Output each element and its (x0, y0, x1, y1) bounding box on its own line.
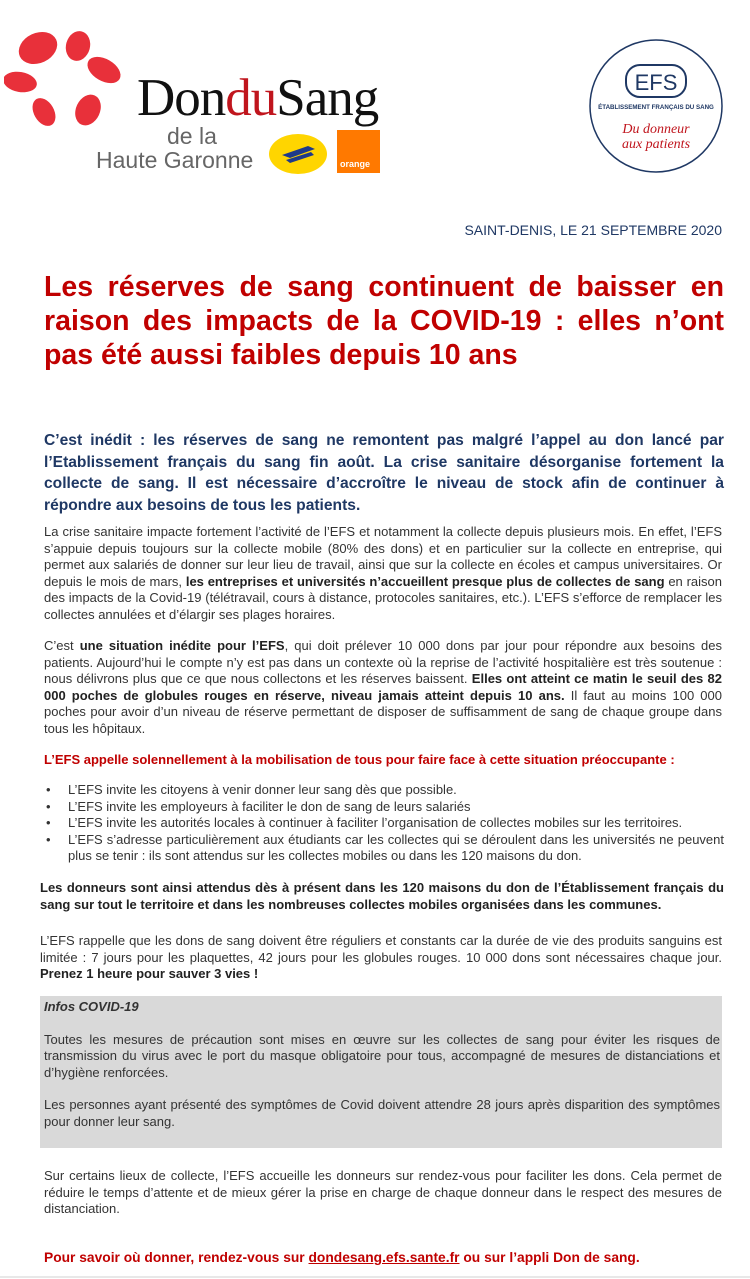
list-item: • L’EFS invite les citoyens à venir donner leur sang dès que possible. (44, 782, 724, 799)
press-release-title: Les réserves de sang continuent de baisser en raison des impacts de la COVID-19 : elles n’ont pas été aussi faibles depuis 10 ans (44, 271, 724, 371)
brand-subtitle-line2: Haute Garonne (96, 147, 254, 173)
list-item: • L’EFS s’adresse particulièrement aux étudiants car les collectes qui se déroulent dans les universités ne peuvent plus se tenir : ils sont attendus sur les collectes mobiles ou dans les 120 maisons du don. (44, 832, 724, 865)
lede-paragraph: C’est inédit : les réserves de sang ne remontent pas malgré l’appel au don lancé par l’Etablissement français du sang fin août. La crise sanitaire désorganise fortement la collecte de sang. Il est nécessaire d’accroître le niveau de stock afin de continuer à répondre aux besoins de tous les patients. (44, 432, 724, 514)
covid-box-title: Infos COVID-19 (44, 999, 139, 1014)
don-du-sang-drops-logo (4, 30, 132, 130)
efs-slogan-line1: Du donneur (622, 122, 690, 137)
covid-paragraph-1: Toutes les mesures de précaution sont mises en œuvre sur les collectes de sang pour éviter les risques de transmission du virus avec le port du masque obligatoire pour tous, accompagné de mesures de distanciations et d’hygiène renforcées. (44, 1031, 720, 1080)
dateline: SAINT-DENIS, LE 21 SEPTEMBRE 2020 (464, 222, 722, 238)
covid-info-box (40, 996, 722, 1148)
list-item: • L’EFS invite les autorités locales à continuer à faciliter l’organisation de collectes mobiles sur les territoires. (44, 815, 724, 832)
dondesang-link[interactable]: dondesang.efs.sante.fr (308, 1250, 460, 1265)
list-item: • L’EFS invite les employeurs à faciliter le don de sang de leurs salariés (44, 799, 724, 816)
la-poste-logo (268, 133, 328, 175)
footer-cta: Pour savoir où donner, rendez-vous sur dondesang.efs.sante.fr ou sur l’appli Don de sang. (44, 1250, 640, 1265)
covid-paragraph-2: Les personnes ayant présenté des symptômes de Covid doivent attendre 28 jours après disparition des symptômes pour donner leur sang. (44, 1097, 720, 1129)
efs-slogan-line2: aux patients (621, 137, 691, 152)
paragraph-collecte: La crise sanitaire impacte fortement l’activité de l’EFS et notamment la collecte depuis plusieurs mois. En effet, l’EFS s’appuie depuis toujours sur la collecte mobile (80% des dons) et en particulier sur la collecte en entreprise, qui permet aux salariés de donner sur leur lieu de travail, ainsi que sur la collecte en écoles et campus universitaires. Or depuis le mois de mars, les entreprises et universités n’accueillent presque plus de collectes de sang en raison des impacts de la Covid-19 (télétravail, cours à distance, protocoles sanitaires, etc.). L’EFS s’efforce de remplacer les collectes annulées et d’élargir ses plages horaires. (44, 524, 722, 622)
efs-logo (588, 38, 724, 174)
orange-logo: orange (337, 130, 380, 173)
efs-fullname: ÉTABLISSEMENT FRANÇAIS DU SANG (598, 104, 714, 111)
brand-subtitle-line1: de la (167, 123, 217, 149)
paragraph-donneurs: Les donneurs sont ainsi attendus dès à présent dans les 120 maisons du don de l’Établissement français du sang sur tout le territoire et dans les nombreuses collectes mobiles organisées dans les communes. (40, 880, 724, 912)
paragraph-situation: C’est une situation inédite pour l’EFS, qui doit prélever 10 000 dons par jour pour répondre aux besoins des patients. Aujourd’hui le compte n’y est pas dans un contexte où la reprise de l’activité hospitalière est très soutenue : nous délivrons plus que ce que nous collectons et les réserves baissent. Elles ont atteint ce matin le seuil des 82 000 poches de globules rouges en réserve, niveau jamais atteint depuis 10 ans. Il faut au moins 100 000 poches pour avoir d’un niveau de réserve permettant de disposer de suffisamment de sang de chaque groupe dans tous les hôpitaux. (44, 638, 723, 736)
paragraph-rappel: L’EFS rappelle que les dons de sang doivent être réguliers et constants car la durée de vie des produits sanguins est limitée : 7 jours pour les plaquettes, 42 jours pour les globules rouges. 10 000 dons sont nécessaires chaque jour. Prenez 1 heure pour sauver 3 vies ! (40, 933, 722, 982)
appel-mobilisation: L’EFS appelle solennellement à la mobilisation de tous pour faire face à cette situation préoccupante : (44, 752, 675, 767)
brand-title: DonduSang (137, 69, 379, 127)
efs-abbr: EFS (634, 70, 678, 95)
bullet-list (44, 782, 724, 865)
paragraph-rendez-vous: Sur certains lieux de collecte, l’EFS accueille les donneurs sur rendez-vous pour faciliter les dons. Cela permet de réduire le temps d’attente et de mieux gérer la prise en charge de chaque donneur dans le respect des mesures de distanciation. (44, 1168, 722, 1217)
bottom-divider (0, 1276, 750, 1278)
